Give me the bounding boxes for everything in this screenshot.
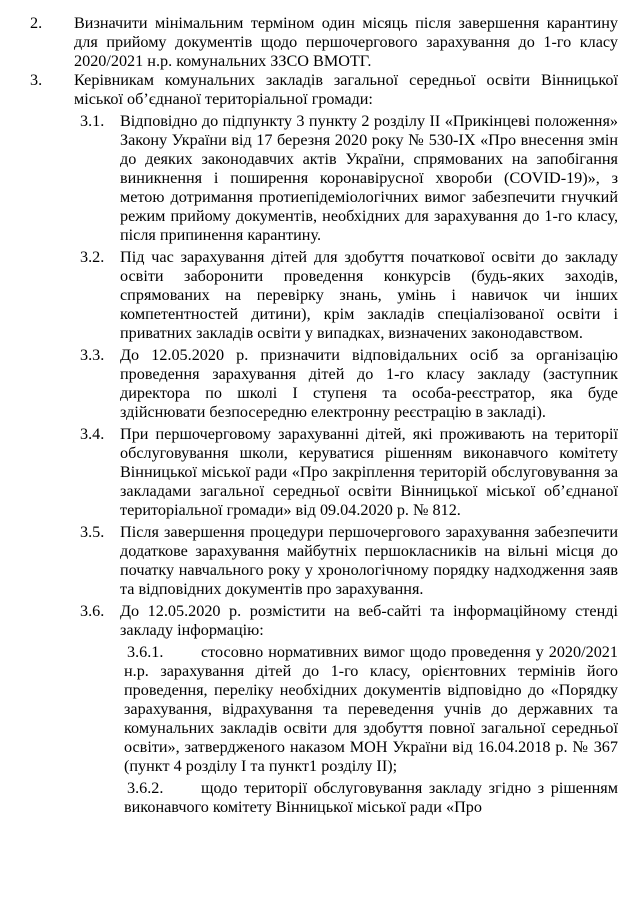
item-number: 3.6.2. xyxy=(127,779,164,797)
item-body xyxy=(124,643,618,776)
list-item-3-3 xyxy=(30,346,618,422)
item-number: 2. xyxy=(30,14,43,32)
item-number: 3.2. xyxy=(80,248,105,266)
item-text: стосовно нормативних вимог щодо проведення у 2020/2021 н.р. зарахування дітей до 1-го класу, орієнтовних термінів його проведення, переліку необхідних документів відповідно до «Порядку зарахування, відрахування та переведення учнів до державних та комунальних закладів освіти для здобуття повної загальної середньої освіти», затвердженого наказом МОН України від 16.04.2018 р. № 367 (пункт 4 розділу І та пункт1 розділу ІІ); xyxy=(124,643,618,775)
item-number: 3.1. xyxy=(80,112,105,130)
item-number: 3.3. xyxy=(80,346,105,364)
item-text: При першочерговому зарахуванні дітей, які проживають на території обслуговування школи, керуватися рішенням виконавчого комітету Вінницької міської ради «Про закріплення територій обслуговування за закладами загальної середньої освіти Вінницької міської об’єднаної територіальної громади» від 09.04.2020 р. № 812. xyxy=(120,425,618,519)
list-item-3-6-1 xyxy=(30,643,618,776)
item-number: 3.4. xyxy=(80,425,105,443)
item-text: щодо території обслуговування закладу згідно з рішенням виконавчого комітету Вінницької міської ради «Про xyxy=(124,779,618,816)
list-item-3-6 xyxy=(30,602,618,640)
list-item-2 xyxy=(30,14,618,71)
item-text: Керівникам комунальних закладів загальної середньої освіти Вінницької міської об’єднаної територіальної громади: xyxy=(74,71,618,108)
item-text: Після завершення процедури першочергового зарахування забезпечити додаткове зарахування майбутніх першокласників на вільні місця до початку навчального року у хронологічному порядку надходження заяв та відповідних документів про зарахування. xyxy=(120,523,618,598)
list-item-3-4 xyxy=(30,425,618,520)
item-text: Відповідно до підпункту 3 пункту 2 розділу ІІ «Прикінцеві положення» Закону України від 17 березня 2020 року № 530-IX «Про внесення змін до деяких законодавчих актів України, спрямованих на запобігання виникнення і поширення коронавірусної хвороби (COVID-19)», з метою дотримання протиепідеміологічних вимог забезпечити гнучкий режим прийому документів, необхідних для зарахування до 1-го класу, після припинення карантину. xyxy=(120,112,618,244)
item-number: 3.6.1. xyxy=(127,643,164,661)
item-body xyxy=(124,779,618,817)
item-text: Визначити мінімальним терміном один місяць після завершення карантину для прийому документів щодо першочергового зарахування до 1-го класу 2020/2021 н.р. комунальних ЗЗСО ВМОТГ. xyxy=(74,14,618,70)
item-text: До 12.05.2020 р. розмістити на веб-сайті та інформаційному стенді закладу інформацію: xyxy=(120,602,618,639)
list-item-3-2 xyxy=(30,248,618,343)
item-number: 3.5. xyxy=(80,523,105,541)
list-item-3-1 xyxy=(30,112,618,245)
list-item-3-5 xyxy=(30,523,618,599)
item-number: 3. xyxy=(30,71,43,89)
item-text: До 12.05.2020 р. призначити відповідальних осіб за організацію проведення зарахування дітей до 1-го класу закладу (заступник директора по школі І ступеня та особа-реєстратор, яка буде здійснювати безпосередню електронну реєстрацію в закладі). xyxy=(120,346,618,421)
item-text: Під час зарахування дітей для здобуття початкової освіти до закладу освіти заборонити проведення конкурсів (будь-яких заходів, спрямованих на перевірку знань, умінь і навичок чи інших компетентностей дитини), крім закладів спеціалізованої освіти і приватних закладів освіти у випадках, визначених законодавством. xyxy=(120,248,618,342)
item-number: 3.6. xyxy=(80,602,105,620)
list-item-3 xyxy=(30,71,618,109)
list-item-3-6-2 xyxy=(30,779,618,817)
